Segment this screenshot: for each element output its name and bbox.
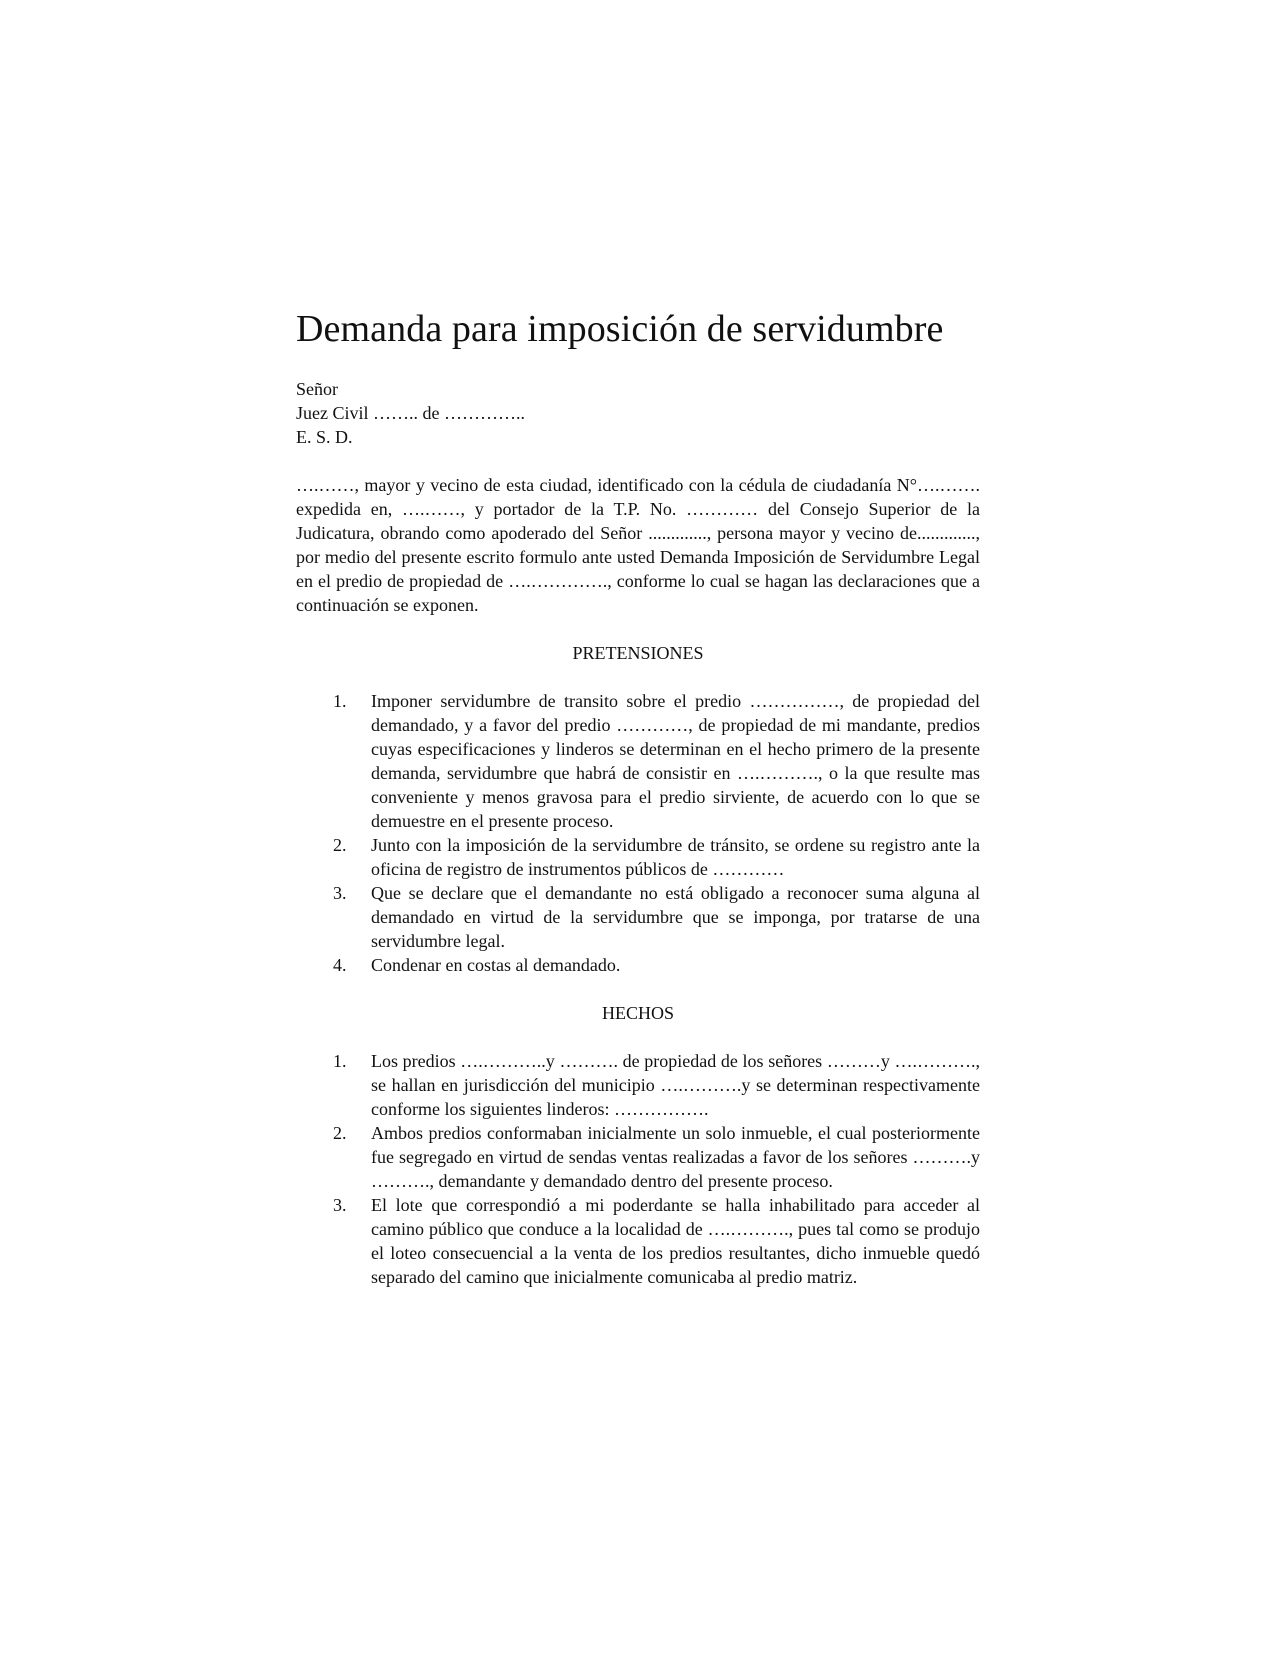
list-item-text: El lote que correspondió a mi poderdante se halla inhabilitado para acceder al camino público que conduce a la localidad de ….………., pues tal como se produjo el loteo consecuencial a la venta de los predios resultantes, dicho inmueble quedó separado del camino que inicialmente comunicaba al predio matriz. <box>371 1195 980 1287</box>
hecho-item-2 <box>296 1121 980 1193</box>
list-item-text: Imponer servidumbre de transito sobre el predio ……………, de propiedad del demandado, y a favor del predio …………, de propiedad de mi mandante, predios cuyas especificaciones y linderos se determinan en el hecho primero de la presente demanda, servidumbre que habrá de consistir en ….………., o la que resulte mas conveniente y menos gravosa para el predio sirviente, de acuerdo con lo que se demuestre en el presente proceso. <box>371 691 980 831</box>
salutation-line-2: Juez Civil …….. de ………….. <box>296 403 525 423</box>
hecho-item-1 <box>296 1049 980 1121</box>
list-number: 3. <box>333 883 347 903</box>
list-item-text: Los predios ….………..y ………. de propiedad de los señores ………y ….………., se hallan en jurisdicción del municipio ….……….y se determinan respectivamente conforme los siguientes linderos: ……………. <box>371 1051 980 1119</box>
salutation-line-3: E. S. D. <box>296 427 353 447</box>
hecho-item-3 <box>296 1193 980 1289</box>
list-number: 4. <box>333 955 347 975</box>
pretension-item-1 <box>296 689 980 833</box>
pretension-item-4 <box>296 953 980 977</box>
pretension-item-2 <box>296 833 980 881</box>
list-item-text: Junto con la imposición de la servidumbre de tránsito, se ordene su registro ante la oficina de registro de instrumentos públicos de ………… <box>371 835 980 879</box>
list-item-text: Que se declare que el demandante no está obligado a reconocer suma alguna al demandado en virtud de la servidumbre que se imponga, por tratarse de una servidumbre legal. <box>371 883 980 951</box>
list-number: 2. <box>333 835 347 855</box>
hechos-heading: HECHOS <box>601 1003 674 1023</box>
document-page <box>296 306 980 1289</box>
pretension-item-3 <box>296 881 980 953</box>
salutation-block <box>296 377 980 449</box>
salutation-line-1: Señor <box>296 379 338 399</box>
list-item-text: Condenar en costas al demandado. <box>371 955 621 975</box>
list-item-text: Ambos predios conformaban inicialmente un solo inmueble, el cual posteriormente fue segregado en virtud de sendas ventas realizadas a favor de los señores ……….y ………., demandante y demandado dentro del presente proceso. <box>371 1123 980 1191</box>
list-number: 1. <box>333 1051 347 1071</box>
pretensiones-list <box>296 689 980 977</box>
intro-paragraph: ….……, mayor y vecino de esta ciudad, identificado con la cédula de ciudadanía N°….……. expedida en, ….……, y portador de la T.P. No. ………… del Consejo Superior de la Judicatura, obrando como apoderado del Señor ............., persona mayor y vecino de............., por medio del presente escrito formulo ante usted Demanda Imposición de Servidumbre Legal en el predio de propiedad de ….…………., conforme lo cual se hagan las declaraciones que a continuación se exponen. <box>296 475 980 615</box>
list-number: 3. <box>333 1195 347 1215</box>
pretensiones-heading: PRETENSIONES <box>572 643 704 663</box>
document-title: Demanda para imposición de servidumbre <box>296 308 944 350</box>
list-number: 1. <box>333 691 347 711</box>
list-number: 2. <box>333 1123 347 1143</box>
hechos-list <box>296 1049 980 1289</box>
